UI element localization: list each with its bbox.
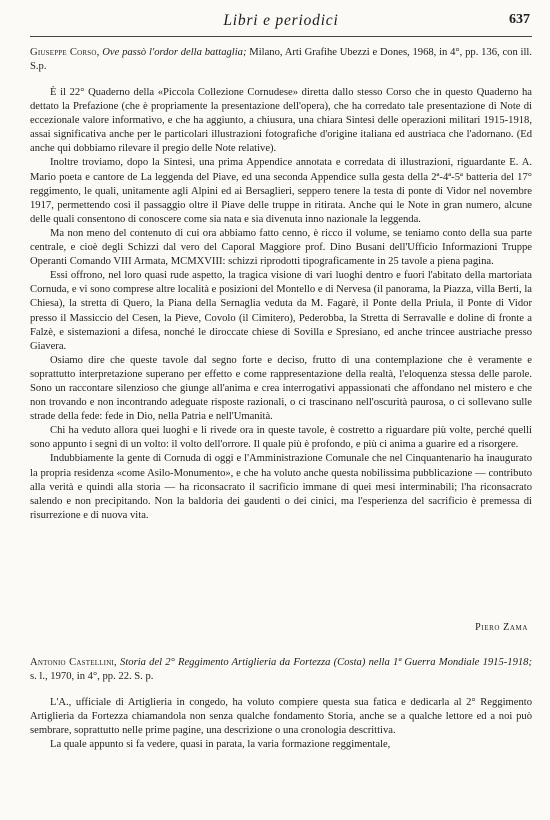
review1-paragraph: Ma non meno del contenuto di cui ora abbiamo fatto cenno, è ricco il volume, se teniamo conto della sua parte centrale, e cioè degli Schizzi dal vero del Caporal Maggiore prof. Dino Busani dell'Ufficio Informazioni Truppe Operanti Comando VIII Armata, MCMXVIII: schizzi riprodotti tipograficamente in 25 tavole a piena pagina. (30, 227, 532, 268)
review2-author: Antonio Castellini, (30, 657, 117, 668)
review1-paragraph: Inoltre troviamo, dopo la Sintesi, una prima Appendice annotata e corredata di illustrazioni, riguardante E. A. Mario poeta e cantore de La leggenda del Piave, ed una seconda Appendice sulla gesta della 2ª-4ª-5ª batteria del 17° reggimento, le quali, unitamente agli Alpini ed ai Bersaglieri, seppero tenere la testa di ponte di Vidor nel novembre 1917, permettendo così il passaggio oltre il Piave delle truppe in ritirata. Anche qui le Note in gran numero, alcune delle quali consentono di conoscere come sia nata e sia divenuta inno nazionale la leggenda. (30, 157, 532, 225)
running-header (30, 10, 532, 34)
review1-body (30, 86, 532, 523)
review1-author: Giuseppe Corso, (30, 47, 100, 58)
review1-paragraph: È il 22° Quaderno della «Piccola Collezione Cornudese» diretta dallo stesso Corso che in questo Quaderno ha dettato la Prefazione (che è propriamente la presentazione dell'opera), che ha corredato tale presentazione di Note di eccezionale valore informativo, e che ha aggiunto, a chiusura, una chiara Sintesi delle operazioni militari 1915-1918, assai significativa anche per le particolari illustrazioni fotografiche d'origine italiana ed austriaca che l'adornano. (Ed anche qui dobbiamo rilevare il pregio delle Note relative). (30, 87, 532, 155)
header-rule (30, 36, 532, 37)
review1-publication: Milano, Arti Grafihe Ubezzi e Dones, 1968, in 4°, pp. 136, con ill. S.p. (30, 47, 533, 72)
running-title: Libri e periodici (223, 12, 339, 29)
review1-paragraph: Chi ha veduto allora quei luoghi e li rivede ora in queste tavole, è costretto a riguardare più volte, perché quelli sono appunto i segni di un volto: il volto dell'orrore. Il quale più è profondo, e più ci anima a guarire ed a risorgere. (30, 425, 532, 451)
review1-book-title: Ove passò l'ordor della battaglia; (102, 47, 247, 58)
review1-paragraph: Indubbiamente la gente di Cornuda di oggi e l'Amministrazione Comunale che nel Cinquantenario ha inaugurato la propria residenza «come Asilo-Monumento», e che ha voluto anche questa nobilissima pubblicazione — contributo alla verità e quindi alla storia — ha riconsacrato il sacrificio immane di quei mesi interminabili; l'ha riconsacrato salendo e non precipitando. Non la baldoria dei gaudenti o dei cinici, ma l'esperienza del sacrificio è premessa di risurrezione e di nuova vita. (30, 453, 532, 521)
review2-paragraph: La quale appunto si fa vedere, quasi in parata, la varia formazione reggimentale, (50, 739, 391, 751)
review1-paragraph: Essi offrono, nel loro quasi rude aspetto, la tragica visione di vari luoghi dentro e fuori l'abitato della martoriata Cornuda, e vi sono comprese altre località e posizioni del Montello e di Nervesa (il panorama, la Piazza, villa Berti, la Chiesa), la stretta di Quero, la Piana della Sernaglia veduta da M. Fagarè, il Ponte della Priula, il Ponte di Vidor presso il Massiccio del Cesen, la Pieve, Covolo (il Cimitero), Pederobba, la Stretta di Serravalle e doline di fronte a Falzè, e sistemazioni a difesa, nonché le diroccate chiese di Sovilla e Spresiano, ed anche trincee austriache presso Giavera. (30, 270, 532, 352)
review2-book-title: Storia del 2° Reggimento Artiglieria da Fortezza (Costa) nella 1ª Guerra Mondiale 1915-1918; (120, 657, 532, 668)
review2-body (30, 696, 532, 752)
review2-paragraph: L'A., ufficiale di Artiglieria in congedo, ha voluto compiere questa sua fatica e dedicarla al 2° Reggimento Artiglieria da Fortezza chiamandola non senza qualche fondamento Storia, anche se a qualche lettore ed a noi può sembrare, soprattutto nelle prime pagine, una descrizione o una cronologia descrittiva. (30, 697, 532, 737)
review1-paragraph: Osiamo dire che queste tavole dal segno forte e deciso, frutto di una contemplazione che è veramente e soprattutto interpretazione superano per effetto e come rappresentazione della realtà, l'eloquenza stessa delle parole. Sono un raccontare silenzioso che giunge all'anima e crea interrogativi appassionati che affondano nel mistero e che non trovando e non incontrando adeguate risposte razionali, o ci trascinano nell'oscurità paurosa, o ci sollevano sulle strade della fede: fede in Dio, nella Patria e nell'Umanità. (30, 354, 532, 423)
review2-publication: s. l., 1970, in 4°, pp. 22. S. p. (30, 671, 154, 682)
review1-citation (30, 46, 532, 74)
review1-signature: Piero Zama (475, 622, 528, 633)
page-number: 637 (509, 12, 530, 27)
review2-citation (30, 656, 532, 684)
